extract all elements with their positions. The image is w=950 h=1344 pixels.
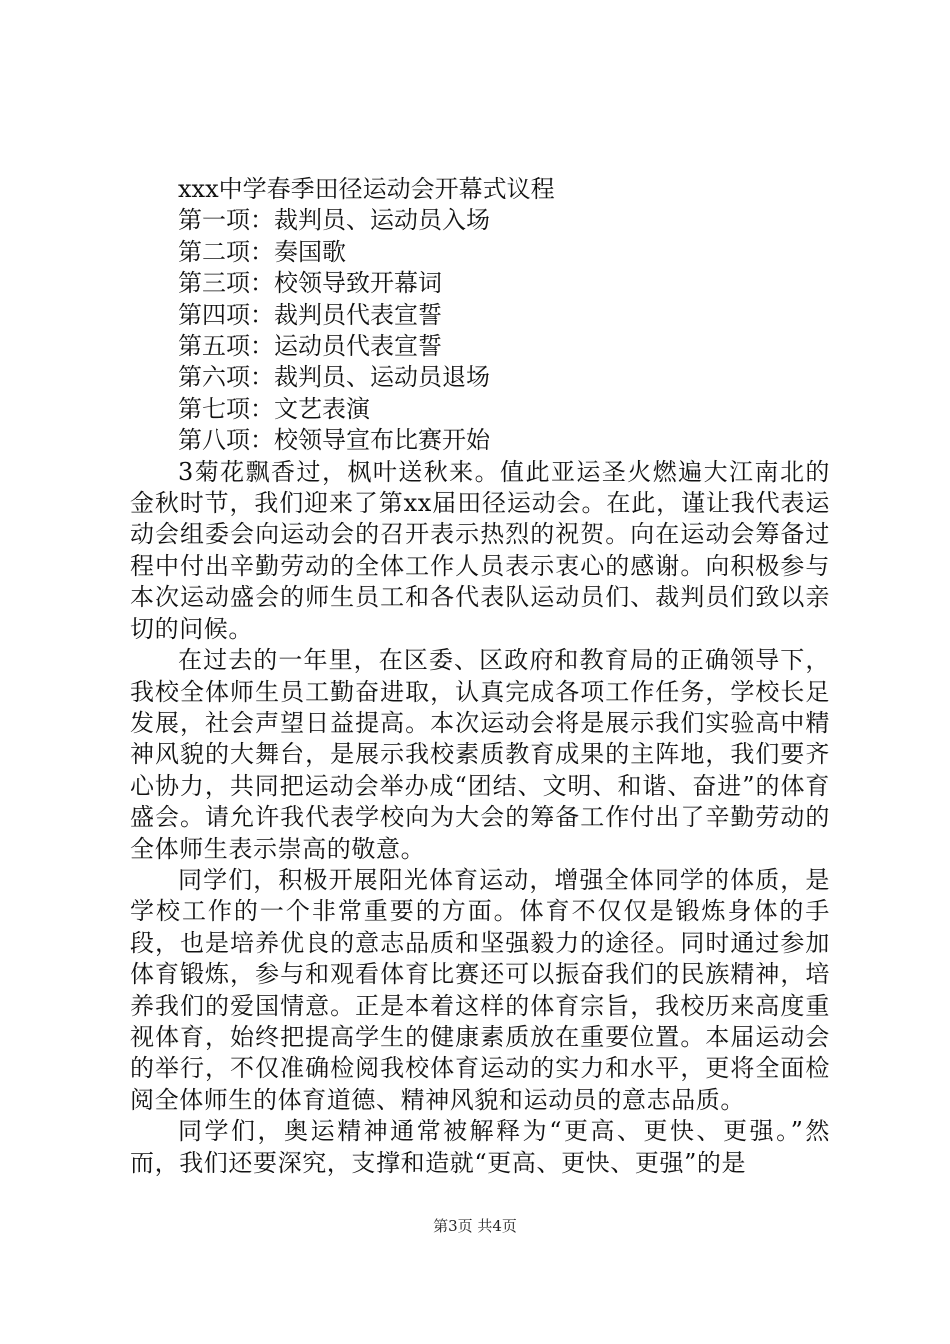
page-number: 第3页 共4页 — [433, 1217, 517, 1235]
paragraph-1: 3菊花飘香过，枫叶送秋来。值此亚运圣火燃遍大江南北的金秋时节，我们迎来了第xx届田径运动会。在此，谨让我代表运动会组委会向运动会的召开表示热烈的祝贺。向在运动会筹备过程中付出辛勤劳动的全体工作人员表示衷心的感谢。向积极参与本次运动盛会的师生员工和各代表队运动员们、裁判员们致以亲切的问候。 — [130, 457, 830, 643]
document-body — [130, 174, 830, 1179]
agenda-item-7: 第七项：文艺表演 — [178, 394, 370, 423]
agenda-item-5: 第五项：运动员代表宣誓 — [178, 332, 442, 361]
paragraph-3: 同学们，积极开展阳光体育运动，增强全体同学的体质，是学校工作的一个非常重要的方面。体育不仅仅是锻炼身体的手段，也是培养优良的意志品质和坚强毅力的途径。同时通过参加体育锻炼，参与和观看体育比赛还可以振奋我们的民族精神，培养我们的爱国情意。正是本着这样的体育宗旨，我校历来高度重视体育，始终把提高学生的健康素质放在重要位置。本届运动会的举行，不仅准确检阅我校体育运动的实力和水平，更将全面检阅全体师生的体育道德、精神风貌和运动员的意志品质。 — [130, 865, 830, 1114]
paragraph-4: 同学们，奥运精神通常被解释为“更高、更快、更强。”然而，我们还要深究，支撑和造就“更高、更快、更强”的是 — [130, 1117, 830, 1177]
document-title: xxx中学春季田径运动会开幕式议程 — [178, 175, 555, 203]
agenda-item-2: 第二项：奏国歌 — [178, 237, 346, 266]
agenda-item-4: 第四项：裁判员代表宣誓 — [178, 300, 442, 329]
paragraph-2: 在过去的一年里，在区委、区政府和教育局的正确领导下，我校全体师生员工勤奋进取，认真完成各项工作任务，学校长足发展，社会声望日益提高。本次运动会将是展示我们实验高中精神风貌的大舞台，是展示我校素质教育成果的主阵地，我们要齐心协力，共同把运动会举办成“团结、文明、和谐、奋进”的体育盛会。请允许我代表学校向为大会的筹备工作付出了辛勤劳动的全体师生表示崇高的敬意。 — [130, 646, 830, 863]
agenda-item-6: 第六项：裁判员、运动员退场 — [178, 363, 490, 392]
agenda-item-3: 第三项：校领导致开幕词 — [178, 269, 442, 298]
agenda-item-8: 第八项：校领导宣布比赛开始 — [178, 426, 490, 455]
agenda-item-1: 第一项：裁判员、运动员入场 — [178, 206, 490, 235]
